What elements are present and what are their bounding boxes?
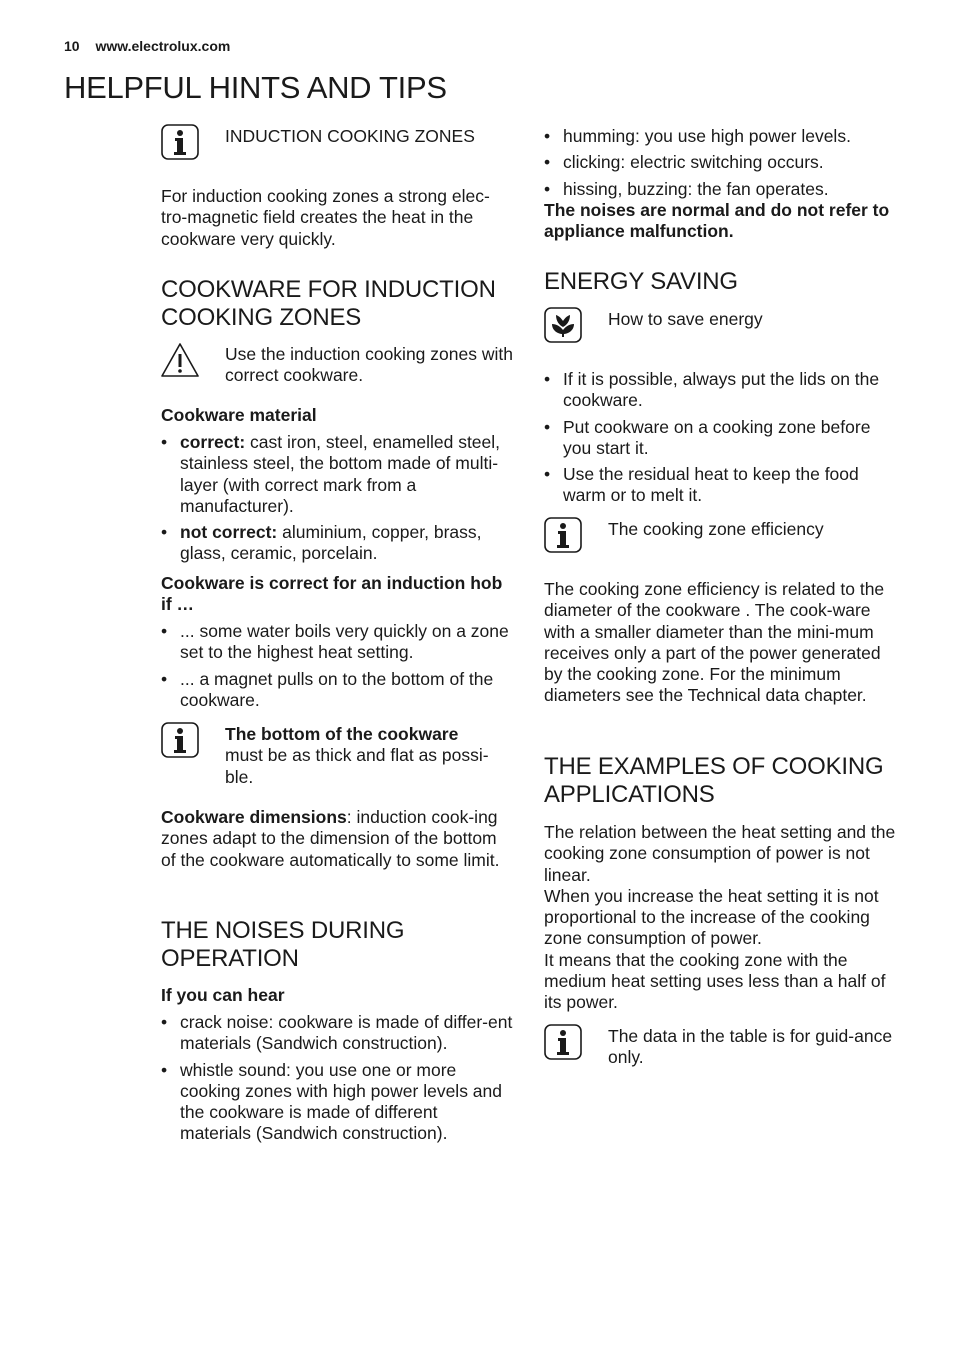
list-item: • humming: you use high power levels. (544, 126, 896, 147)
list-item: • crack noise: cookware is made of differ-ent materials (Sandwich construction). (161, 1012, 513, 1055)
list-item: • hissing, buzzing: the fan operates. (544, 179, 896, 200)
hear-list (161, 1012, 513, 1150)
hear-heading: If you can hear (161, 985, 285, 1005)
info-icon (544, 517, 582, 553)
list-item: • not correct: aluminium, copper, brass, glass, ceramic, porcelain. (161, 522, 513, 565)
warning-text: Use the induction cooking zones with correct cookware. (225, 344, 513, 386)
dimensions-text: Cookware dimensions: induction cook-ing zones adapt to the dimension of the bottom of the cookware automatically to some limit. (161, 807, 500, 870)
correct-heading: Cookware is correct for an induction hob if … (161, 573, 503, 615)
induction-text: For induction cooking zones a strong elec-tro-magnetic field creates the heat in the cookware very quickly. (161, 186, 490, 249)
page-number: 10 (64, 38, 80, 54)
list-item: • If it is possible, always put the lids on the cookware. (544, 369, 896, 412)
noise-bold-text: The noises are normal and do not refer to appliance malfunction. (544, 200, 890, 242)
examples-heading: THE EXAMPLES OF COOKING APPLICATIONS (544, 753, 884, 808)
bottom-note-bold: The bottom of the cookware (225, 724, 459, 744)
list-item: • clicking: electric switching occurs. (544, 152, 896, 173)
examples-text (544, 822, 896, 1014)
noise-list (544, 126, 896, 200)
page-header (64, 38, 230, 54)
energy-heading: ENERGY SAVING (544, 268, 738, 295)
list-item: • ... some water boils very quickly on a zone set to the highest heat setting. (161, 621, 513, 664)
examples-paragraph: The relation between the heat setting and the cooking zone consumption of power is not linear. (544, 822, 896, 885)
info-icon (161, 722, 199, 758)
material-heading: Cookware material (161, 405, 317, 425)
info-note-efficiency (544, 519, 896, 553)
info-note-table (544, 1026, 896, 1069)
noises-heading: THE NOISES DURING OPERATION (161, 917, 405, 972)
material-list (161, 432, 513, 570)
list-item: • Use the residual heat to keep the food warm or to melt it. (544, 464, 896, 507)
examples-paragraph: It means that the cooking zone with the medium heat setting uses less than a half of its power. (544, 949, 886, 1013)
info-note-induction (161, 126, 513, 160)
eco-leaf-icon (544, 307, 582, 343)
induction-note: INDUCTION COOKING ZONES (225, 126, 475, 146)
list-item: • Put cookware on a cooking zone before you start it. (544, 417, 896, 460)
table-note: The data in the table is for guid-ance only. (608, 1026, 893, 1068)
list-item: • correct: cast iron, steel, enamelled steel, stainless steel, the bottom made of multi-layer (with correct mark from a manufacturer). (161, 432, 513, 517)
efficiency-note: The cooking zone efficiency (608, 519, 824, 539)
bottom-note-text: must be as thick and flat as possi-ble. (225, 745, 489, 787)
cookware-heading: COOKWARE FOR INDUCTION COOKING ZONES (161, 276, 496, 331)
info-note-bottom (161, 724, 513, 788)
list-item: • whistle sound: you use one or more cooking zones with high power levels and the cookware is made of different materials (Sandwich construction). (161, 1060, 513, 1145)
info-icon (544, 1024, 582, 1060)
energy-note: How to save energy (608, 309, 763, 329)
info-icon (161, 124, 199, 160)
correct-list (161, 621, 513, 716)
warning-note (161, 344, 513, 387)
page-title: HELPFUL HINTS AND TIPS (64, 70, 447, 105)
warning-icon (161, 342, 199, 378)
eco-note (544, 309, 896, 343)
examples-paragraph: When you increase the heat setting it is not proportional to the increase of the cooking zone consumption of power. (544, 885, 879, 949)
list-item: • ... a magnet pulls on to the bottom of the cookware. (161, 669, 513, 712)
efficiency-text: The cooking zone efficiency is related to the diameter of the cookware . The cook-ware with a smaller diameter than the mini-mum receives only a part of the power generated by the cooking zone. For the minimum diameters see the Technical data chapter. (544, 579, 885, 706)
energy-list (544, 369, 896, 512)
website-url: www.electrolux.com (95, 38, 231, 54)
